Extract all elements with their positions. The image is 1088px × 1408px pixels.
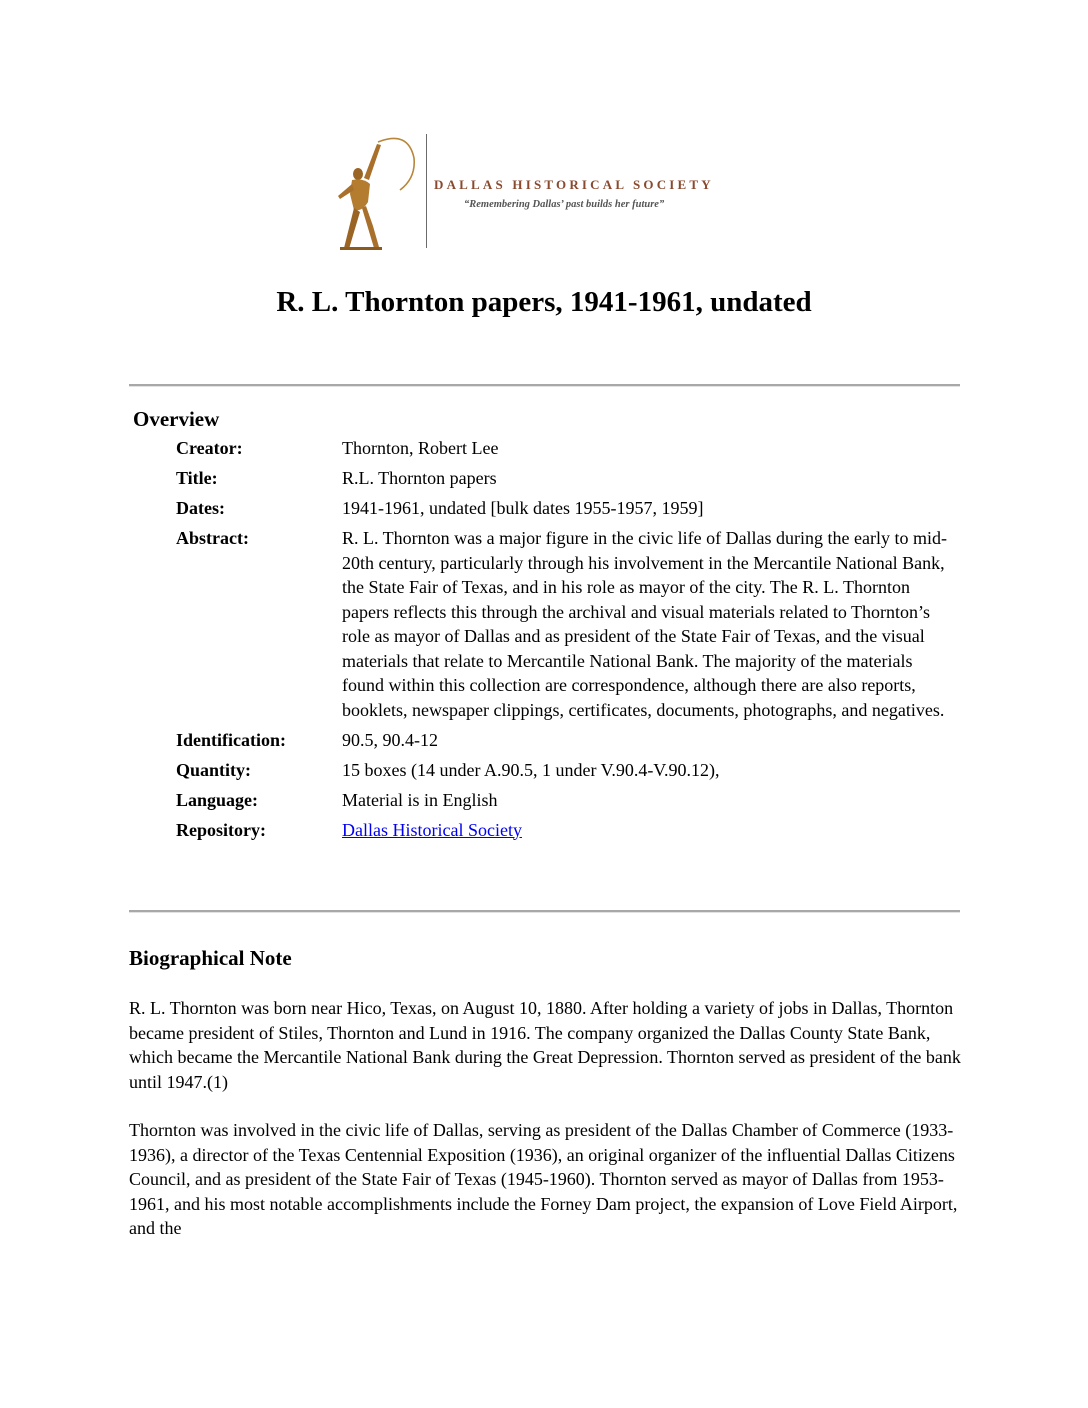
bio-paragraph: R. L. Thornton was born near Hico, Texas, on August 10, 1880. After holding a variety of jobs in Dallas, Thornton became president of Stiles, Thornton and Lund in 1916. The company organized the Dallas County State Bank, which became the Mercantile National Bank during the Great Depression. Thornton served as president of the bank until 1947.(1) bbox=[129, 998, 961, 1092]
repository-link[interactable]: Dallas Historical Society bbox=[342, 819, 522, 840]
document-title: R. L. Thornton papers, 1941-1961, undated bbox=[276, 286, 812, 318]
repository-value bbox=[342, 818, 954, 843]
title-label: Title: bbox=[176, 468, 218, 488]
title-value: R.L. Thornton papers bbox=[342, 468, 497, 488]
biographical-note-body bbox=[129, 996, 967, 1265]
overview-row-title bbox=[176, 466, 966, 491]
dates-value: 1941-1961, undated [bulk dates 1955-1957, 1959] bbox=[342, 498, 704, 518]
archer-statue-icon bbox=[330, 128, 418, 252]
abstract-label: Abstract: bbox=[176, 528, 249, 548]
org-name: DALLAS HISTORICAL SOCIETY bbox=[434, 177, 714, 192]
creator-value: Thornton, Robert Lee bbox=[342, 438, 499, 458]
identification-value: 90.5, 90.4-12 bbox=[342, 729, 438, 750]
overview-row-creator bbox=[176, 436, 966, 461]
overview-row-dates bbox=[176, 496, 966, 521]
bio-paragraph: Thornton was involved in the civic life of Dallas, serving as president of the Dallas Chamber of Commerce (1933-1936), a director of the Texas Centennial Exposition (1936), an original organizer of the influential Dallas Citizens Council, and as president of the State Fair of Texas (1945-1960). Thornton served as mayor of Dallas from 1953-1961, and his most notable accomplishments include the Forney Dam project, the expansion of Love Field Airport, and the bbox=[129, 1120, 958, 1238]
quantity-value: 15 boxes (14 under A.90.5, 1 under V.90.4-V.90.12), bbox=[342, 759, 720, 780]
creator-label: Creator: bbox=[176, 438, 243, 458]
abstract-value: R. L. Thornton was a major figure in the civic life of Dallas during the early to mid-20th century, particularly through his involvement in the Mercantile National Bank, the State Fair of Texas, and in his role as mayor of the city. The R. L. Thornton papers reflects this through the archival and visual materials related to Thornton’s role as mayor of Dallas and as president of the State Fair of Texas, and the visual materials that relate to Mercantile National Bank. The majority of the materials found within this collection are correspondence, although there are also reports, booklets, newspaper clippings, certificates, documents, photographs, and negatives. bbox=[342, 528, 948, 720]
overview-heading: Overview bbox=[133, 407, 220, 431]
language-value: Material is in English bbox=[342, 789, 498, 810]
overview-row-identification bbox=[176, 728, 966, 753]
overview-row-repository bbox=[176, 818, 966, 843]
overview-row-quantity bbox=[176, 758, 966, 783]
quantity-label: Quantity: bbox=[176, 759, 252, 780]
overview-table bbox=[176, 436, 966, 848]
identification-label: Identification: bbox=[176, 729, 286, 750]
dallas-historical-society-logo bbox=[330, 128, 780, 252]
language-label: Language: bbox=[176, 789, 259, 810]
overview-row-language bbox=[176, 788, 966, 813]
org-tagline: “Remembering Dallas’ past builds her future” bbox=[464, 199, 665, 210]
repository-label: Repository: bbox=[176, 819, 266, 840]
logo-divider bbox=[426, 134, 427, 248]
dates-label: Dates: bbox=[176, 498, 225, 518]
overview-row-abstract bbox=[176, 526, 966, 722]
divider-top bbox=[129, 384, 960, 387]
biographical-note-heading: Biographical Note bbox=[129, 946, 292, 970]
divider-bottom bbox=[129, 910, 960, 913]
